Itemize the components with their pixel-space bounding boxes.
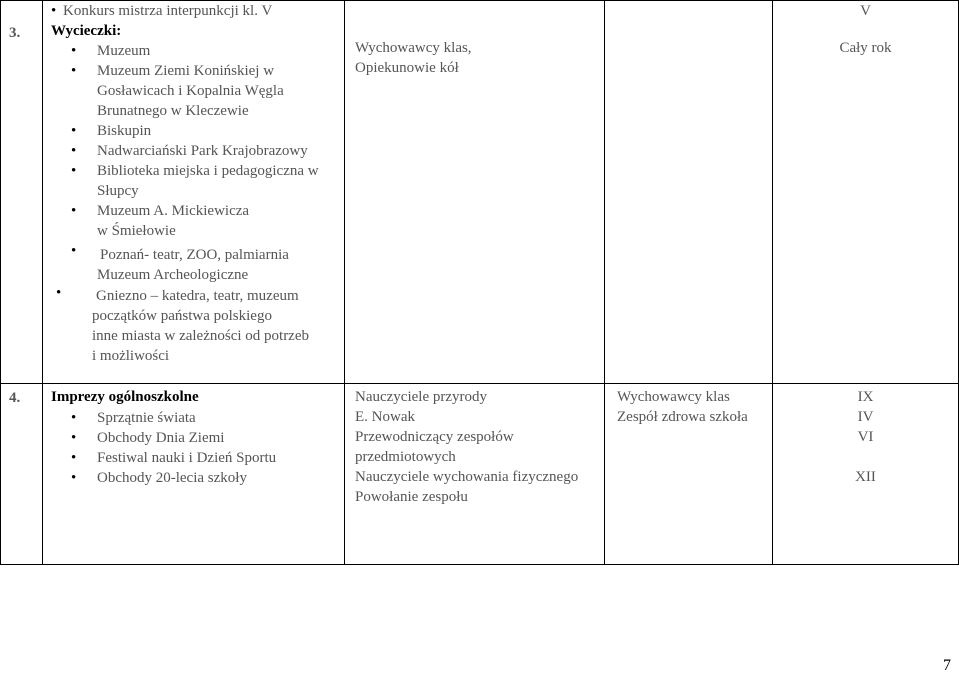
list-item bbox=[71, 428, 344, 448]
term-cell bbox=[773, 384, 959, 565]
bullet-icon: • bbox=[71, 123, 77, 139]
text-line: Muzeum Archeologiczne bbox=[97, 267, 249, 283]
list-item bbox=[71, 161, 344, 201]
list-item bbox=[71, 448, 344, 468]
activity-cell bbox=[43, 1, 345, 384]
bullet-icon: • bbox=[51, 3, 57, 19]
bullet-icon: • bbox=[71, 163, 77, 179]
text-line: Obchody Dnia Ziemi bbox=[97, 430, 225, 446]
list-item bbox=[71, 121, 344, 141]
text-line: Poznań- teatr, ZOO, palmiarnia bbox=[100, 247, 289, 263]
term-pre: V bbox=[860, 3, 871, 19]
text-line: Muzeum A. Mickiewicza bbox=[97, 203, 250, 219]
text-line: Gniezno – katedra, teatr, muzeum bbox=[96, 288, 299, 304]
text-line: przedmiotowych bbox=[355, 449, 456, 465]
text-line: i możliwości bbox=[92, 348, 170, 364]
section-title: Imprezy ogólnoszkolne bbox=[51, 389, 199, 405]
section-title: Wycieczki: bbox=[51, 23, 122, 39]
list-item bbox=[71, 243, 344, 285]
partners-list bbox=[617, 387, 772, 427]
text-line: Obchody 20-lecia szkoły bbox=[97, 470, 247, 486]
bullet-icon: • bbox=[56, 285, 62, 301]
partners-cell bbox=[605, 384, 773, 565]
text-line: VI bbox=[857, 429, 874, 445]
list-item bbox=[71, 141, 344, 161]
activity-list bbox=[56, 41, 344, 366]
text-line: Opiekunowie kół bbox=[355, 60, 459, 76]
page-number: 7 bbox=[943, 657, 951, 674]
bullet-icon: • bbox=[71, 410, 77, 426]
text-line: Wychowawcy klas bbox=[617, 389, 730, 405]
table-row bbox=[1, 1, 959, 384]
text-line: Festiwal nauki i Dzień Sportu bbox=[97, 450, 277, 466]
text-line: E. Nowak bbox=[355, 409, 415, 425]
list-item bbox=[71, 41, 344, 61]
text-line: Wychowawcy klas, bbox=[355, 40, 472, 56]
responsible-cell bbox=[345, 384, 605, 565]
activity-cell bbox=[43, 384, 345, 565]
text-line: Sprzątnie świata bbox=[97, 410, 196, 426]
text-line: początków państwa polskiego bbox=[92, 308, 272, 324]
text-line: Nadwarciański Park Krajobrazowy bbox=[97, 143, 308, 159]
text-line: Biblioteka miejska i pedagogiczna w bbox=[97, 163, 319, 179]
text-line: Przewodniczący zespołów bbox=[355, 429, 514, 445]
bullet-icon: • bbox=[71, 430, 77, 446]
responsible-cell bbox=[345, 1, 605, 384]
text-line: Nauczyciele przyrody bbox=[355, 389, 488, 405]
text-line: Muzeum Ziemi Konińskiej w bbox=[97, 63, 275, 79]
text-line: Brunatnego w Kleczewie bbox=[97, 103, 249, 119]
text-line: Powołanie zespołu bbox=[355, 489, 468, 505]
partners-cell bbox=[605, 1, 773, 384]
text-line: Słupcy bbox=[97, 183, 139, 199]
bullet-icon: • bbox=[71, 243, 77, 259]
list-item bbox=[71, 408, 344, 428]
text-line: IX bbox=[857, 389, 874, 405]
list-item bbox=[71, 61, 344, 121]
bullet-icon: • bbox=[71, 143, 77, 159]
text-line: w Śmiełowie bbox=[97, 223, 176, 239]
row-number: 4. bbox=[1, 384, 43, 565]
list-item: • Konkurs mistrza interpunkcji kl. V bbox=[51, 3, 273, 19]
text-line: Nauczyciele wychowania fizycznego bbox=[355, 469, 579, 485]
term-cell bbox=[773, 1, 959, 384]
bullet-icon: • bbox=[71, 43, 77, 59]
bullet-icon: • bbox=[71, 470, 77, 486]
term-value: Cały rok bbox=[839, 40, 892, 56]
text-line bbox=[773, 447, 958, 467]
bullet-icon: • bbox=[71, 203, 77, 219]
list-item bbox=[71, 468, 344, 488]
responsible-list bbox=[355, 387, 604, 507]
text-line: Gosławicach i Kopalnia Węgla bbox=[97, 83, 284, 99]
text-line: XII bbox=[855, 469, 876, 485]
text-line: inne miasta w zależności od potrzeb bbox=[92, 328, 310, 344]
bullet-icon: • bbox=[71, 63, 77, 79]
text-line: Muzeum bbox=[97, 43, 151, 59]
table-row bbox=[1, 384, 959, 565]
row-number: 3. bbox=[1, 1, 43, 384]
term-list bbox=[773, 387, 958, 487]
responsible-list bbox=[355, 38, 604, 78]
activity-list bbox=[71, 408, 344, 488]
text-line: Zespół zdrowa szkoła bbox=[617, 409, 748, 425]
bullet-icon: • bbox=[71, 450, 77, 466]
list-item bbox=[71, 201, 344, 241]
list-item bbox=[56, 285, 344, 366]
text-line: IV bbox=[857, 409, 874, 425]
text-line: Biskupin bbox=[97, 123, 152, 139]
